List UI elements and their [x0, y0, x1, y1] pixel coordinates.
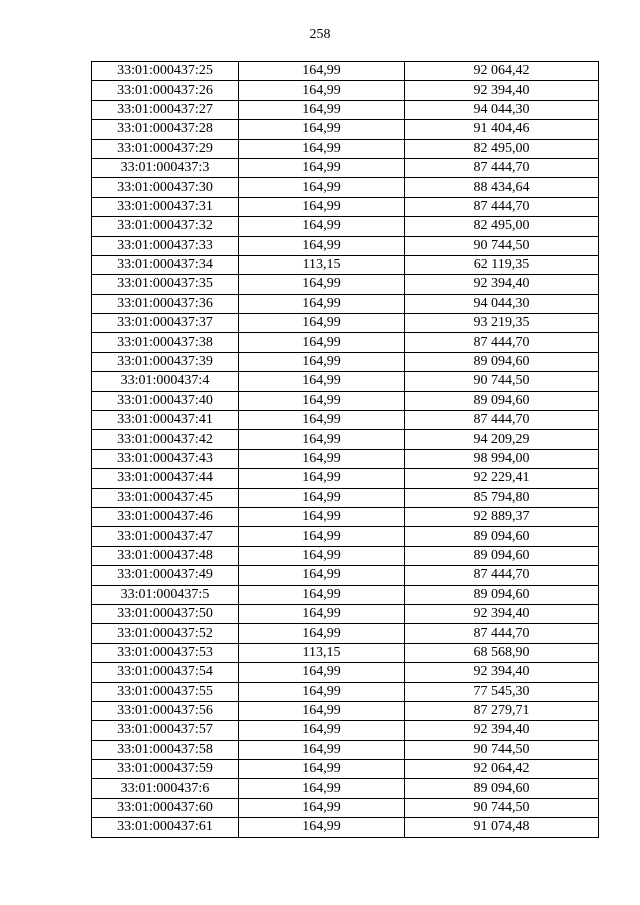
- cadastral-number-cell: 33:01:000437:30: [92, 178, 239, 197]
- area-cell: 164,99: [239, 81, 405, 100]
- area-cell: 164,99: [239, 624, 405, 643]
- table-row: [92, 120, 599, 139]
- cadastral-number-cell: 33:01:000437:39: [92, 352, 239, 371]
- area-cell: 164,99: [239, 701, 405, 720]
- table-row: [92, 818, 599, 837]
- value-cell: 87 444,70: [405, 566, 599, 585]
- area-cell: 164,99: [239, 139, 405, 158]
- value-cell: 89 094,60: [405, 779, 599, 798]
- value-cell: 91 074,48: [405, 818, 599, 837]
- cadastral-number-cell: 33:01:000437:6: [92, 779, 239, 798]
- area-cell: 164,99: [239, 411, 405, 430]
- area-cell: 113,15: [239, 643, 405, 662]
- area-cell: 164,99: [239, 779, 405, 798]
- area-cell: 164,99: [239, 546, 405, 565]
- table-row: [92, 740, 599, 759]
- area-cell: 164,99: [239, 818, 405, 837]
- table-row: [92, 488, 599, 507]
- area-cell: 164,99: [239, 527, 405, 546]
- table-row: [92, 449, 599, 468]
- cadastral-table: [91, 61, 599, 838]
- cadastral-number-cell: 33:01:000437:46: [92, 507, 239, 526]
- page-number: 258: [309, 27, 331, 42]
- table-row: [92, 507, 599, 526]
- table-row: [92, 760, 599, 779]
- table-row: [92, 721, 599, 740]
- area-cell: 164,99: [239, 100, 405, 119]
- table-row: [92, 178, 599, 197]
- value-cell: 88 434,64: [405, 178, 599, 197]
- value-cell: 89 094,60: [405, 585, 599, 604]
- cadastral-number-cell: 33:01:000437:29: [92, 139, 239, 158]
- table-row: [92, 100, 599, 119]
- table-row: [92, 275, 599, 294]
- table-row: [92, 333, 599, 352]
- cadastral-number-cell: 33:01:000437:35: [92, 275, 239, 294]
- cadastral-number-cell: 33:01:000437:27: [92, 100, 239, 119]
- table-row: [92, 81, 599, 100]
- table-row: [92, 372, 599, 391]
- area-cell: 164,99: [239, 372, 405, 391]
- table-row: [92, 469, 599, 488]
- table-row: [92, 197, 599, 216]
- cadastral-number-cell: 33:01:000437:36: [92, 294, 239, 313]
- value-cell: 87 279,71: [405, 701, 599, 720]
- cadastral-number-cell: 33:01:000437:47: [92, 527, 239, 546]
- table-row: [92, 701, 599, 720]
- area-cell: 164,99: [239, 333, 405, 352]
- cadastral-number-cell: 33:01:000437:28: [92, 120, 239, 139]
- area-cell: 164,99: [239, 663, 405, 682]
- cadastral-number-cell: 33:01:000437:43: [92, 449, 239, 468]
- area-cell: 164,99: [239, 158, 405, 177]
- value-cell: 82 495,00: [405, 139, 599, 158]
- value-cell: 92 229,41: [405, 469, 599, 488]
- value-cell: 87 444,70: [405, 411, 599, 430]
- cadastral-number-cell: 33:01:000437:50: [92, 604, 239, 623]
- cadastral-number-cell: 33:01:000437:31: [92, 197, 239, 216]
- area-cell: 164,99: [239, 682, 405, 701]
- cadastral-number-cell: 33:01:000437:40: [92, 391, 239, 410]
- area-cell: 164,99: [239, 178, 405, 197]
- value-cell: 87 444,70: [405, 158, 599, 177]
- area-cell: 164,99: [239, 449, 405, 468]
- table-row: [92, 294, 599, 313]
- table-row: [92, 430, 599, 449]
- cadastral-number-cell: 33:01:000437:59: [92, 760, 239, 779]
- cadastral-number-cell: 33:01:000437:57: [92, 721, 239, 740]
- value-cell: 94 044,30: [405, 294, 599, 313]
- cadastral-number-cell: 33:01:000437:52: [92, 624, 239, 643]
- value-cell: 92 064,42: [405, 62, 599, 81]
- value-cell: 68 568,90: [405, 643, 599, 662]
- table-row: [92, 682, 599, 701]
- value-cell: 94 044,30: [405, 100, 599, 119]
- cadastral-number-cell: 33:01:000437:34: [92, 255, 239, 274]
- value-cell: 62 119,35: [405, 255, 599, 274]
- value-cell: 92 394,40: [405, 604, 599, 623]
- area-cell: 164,99: [239, 721, 405, 740]
- value-cell: 89 094,60: [405, 391, 599, 410]
- value-cell: 90 744,50: [405, 236, 599, 255]
- table-row: [92, 158, 599, 177]
- cadastral-number-cell: 33:01:000437:55: [92, 682, 239, 701]
- area-cell: 164,99: [239, 430, 405, 449]
- table-row: [92, 663, 599, 682]
- table-row: [92, 624, 599, 643]
- table-row: [92, 255, 599, 274]
- table-body: [92, 62, 599, 838]
- value-cell: 90 744,50: [405, 740, 599, 759]
- area-cell: 164,99: [239, 585, 405, 604]
- value-cell: 92 889,37: [405, 507, 599, 526]
- table-row: [92, 62, 599, 81]
- area-cell: 164,99: [239, 507, 405, 526]
- area-cell: 164,99: [239, 314, 405, 333]
- value-cell: 92 394,40: [405, 275, 599, 294]
- cadastral-number-cell: 33:01:000437:26: [92, 81, 239, 100]
- table-row: [92, 314, 599, 333]
- cadastral-number-cell: 33:01:000437:4: [92, 372, 239, 391]
- table-row: [92, 411, 599, 430]
- area-cell: 164,99: [239, 275, 405, 294]
- table-row: [92, 779, 599, 798]
- cadastral-number-cell: 33:01:000437:37: [92, 314, 239, 333]
- area-cell: 164,99: [239, 488, 405, 507]
- cadastral-number-cell: 33:01:000437:60: [92, 798, 239, 817]
- cadastral-number-cell: 33:01:000437:56: [92, 701, 239, 720]
- area-cell: 164,99: [239, 760, 405, 779]
- area-cell: 164,99: [239, 391, 405, 410]
- cadastral-number-cell: 33:01:000437:25: [92, 62, 239, 81]
- table-row: [92, 352, 599, 371]
- value-cell: 77 545,30: [405, 682, 599, 701]
- area-cell: 164,99: [239, 120, 405, 139]
- cadastral-number-cell: 33:01:000437:38: [92, 333, 239, 352]
- cadastral-number-cell: 33:01:000437:61: [92, 818, 239, 837]
- value-cell: 93 219,35: [405, 314, 599, 333]
- table-row: [92, 546, 599, 565]
- value-cell: 92 394,40: [405, 81, 599, 100]
- value-cell: 87 444,70: [405, 333, 599, 352]
- table-row: [92, 236, 599, 255]
- cadastral-number-cell: 33:01:000437:49: [92, 566, 239, 585]
- value-cell: 89 094,60: [405, 352, 599, 371]
- area-cell: 164,99: [239, 236, 405, 255]
- cadastral-number-cell: 33:01:000437:48: [92, 546, 239, 565]
- value-cell: 87 444,70: [405, 197, 599, 216]
- area-cell: 164,99: [239, 469, 405, 488]
- area-cell: 164,99: [239, 294, 405, 313]
- area-cell: 164,99: [239, 217, 405, 236]
- cadastral-number-cell: 33:01:000437:5: [92, 585, 239, 604]
- value-cell: 92 064,42: [405, 760, 599, 779]
- cadastral-number-cell: 33:01:000437:42: [92, 430, 239, 449]
- value-cell: 87 444,70: [405, 624, 599, 643]
- table-row: [92, 798, 599, 817]
- area-cell: 164,99: [239, 740, 405, 759]
- value-cell: 89 094,60: [405, 527, 599, 546]
- cadastral-number-cell: 33:01:000437:33: [92, 236, 239, 255]
- area-cell: 164,99: [239, 566, 405, 585]
- value-cell: 98 994,00: [405, 449, 599, 468]
- cadastral-number-cell: 33:01:000437:41: [92, 411, 239, 430]
- value-cell: 90 744,50: [405, 798, 599, 817]
- value-cell: 85 794,80: [405, 488, 599, 507]
- table-row: [92, 566, 599, 585]
- value-cell: 82 495,00: [405, 217, 599, 236]
- cadastral-number-cell: 33:01:000437:53: [92, 643, 239, 662]
- value-cell: 94 209,29: [405, 430, 599, 449]
- table-row: [92, 527, 599, 546]
- table-row: [92, 604, 599, 623]
- area-cell: 164,99: [239, 604, 405, 623]
- table-row: [92, 391, 599, 410]
- table-row: [92, 643, 599, 662]
- cadastral-number-cell: 33:01:000437:58: [92, 740, 239, 759]
- area-cell: 164,99: [239, 352, 405, 371]
- cadastral-number-cell: 33:01:000437:45: [92, 488, 239, 507]
- table-row: [92, 585, 599, 604]
- cadastral-number-cell: 33:01:000437:32: [92, 217, 239, 236]
- value-cell: 89 094,60: [405, 546, 599, 565]
- area-cell: 164,99: [239, 62, 405, 81]
- value-cell: 91 404,46: [405, 120, 599, 139]
- cadastral-number-cell: 33:01:000437:3: [92, 158, 239, 177]
- cadastral-number-cell: 33:01:000437:54: [92, 663, 239, 682]
- cadastral-number-cell: 33:01:000437:44: [92, 469, 239, 488]
- area-cell: 164,99: [239, 197, 405, 216]
- area-cell: 164,99: [239, 798, 405, 817]
- table-row: [92, 217, 599, 236]
- table-row: [92, 139, 599, 158]
- value-cell: 90 744,50: [405, 372, 599, 391]
- value-cell: 92 394,40: [405, 663, 599, 682]
- value-cell: 92 394,40: [405, 721, 599, 740]
- area-cell: 113,15: [239, 255, 405, 274]
